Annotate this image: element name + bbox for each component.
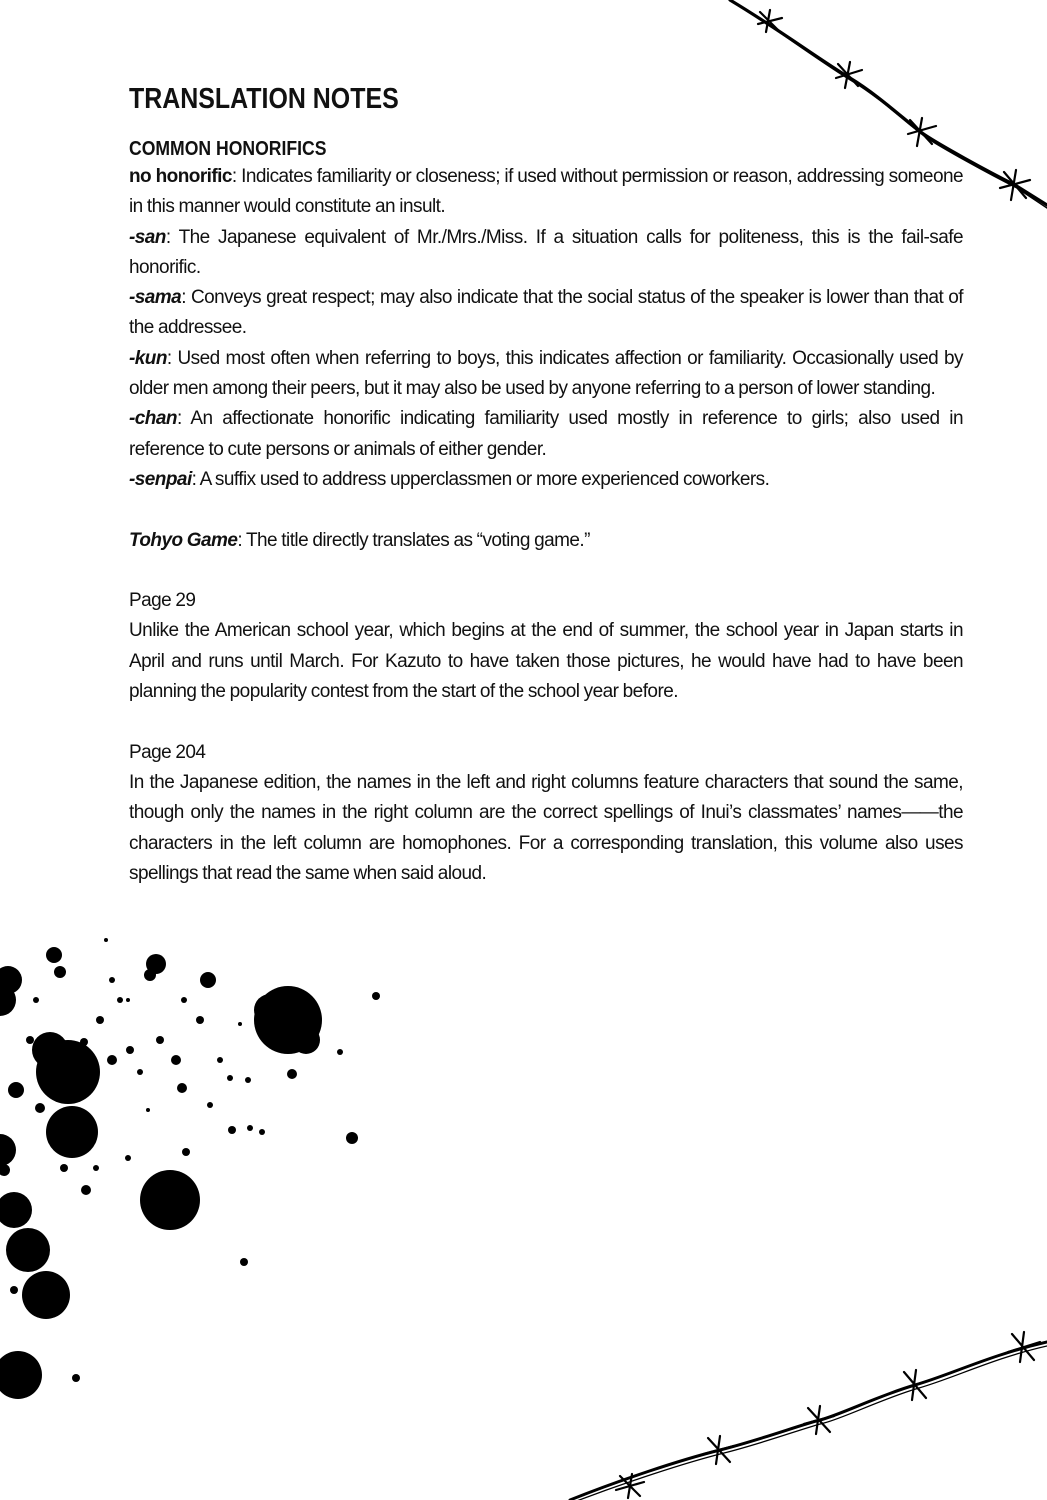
ink-splatter-icon (0, 938, 380, 1399)
honorific-entry (129, 404, 963, 465)
page-note-text: Unlike the American school year, which begins at the end of summer, the school year in Japan starts in April and runs until March. For Kazuto to have taken those pictures, he would have had to have been planning the popularity contest from the start of the school year before. (129, 620, 963, 703)
title-note (129, 526, 963, 556)
title-note-term: Tohyo Game (129, 529, 238, 551)
honorific-term: -chan (129, 408, 177, 430)
page-note-text: In the Japanese edition, the names in the left and right columns feature characters that sound the same, though only the names in the right column are the correct spellings of Inui’s classmates’ names——the characters in the left column are homophones. For a corresponding translation, this volume also uses spellings that read the same when said aloud. (129, 771, 963, 884)
honorifics-list (129, 162, 963, 889)
honorific-entry (129, 283, 963, 344)
honorific-desc: : Indicates familiarity or closeness; if used without permission or reason, addressing someone in this manner would constitute an insult. (129, 166, 963, 218)
honorific-desc: : Conveys great respect; may also indicate that the social status of the speaker is lower than that of the addressee. (129, 287, 963, 339)
honorific-desc: : The Japanese equivalent of Mr./Mrs./Miss. If a situation calls for politeness, this is the fail-safe honorific. (129, 226, 963, 278)
honorific-desc: : Used most often when referring to boys, this indicates affection or familiarity. Occasionally used by older men among their peers, but it may also be used by anyone referring to a person of lower standing. (129, 347, 963, 400)
page-note-label: Page 204 (129, 741, 206, 763)
notes-content (129, 80, 963, 889)
honorific-entry (129, 223, 963, 284)
barbed-wire-bottom-right-icon (570, 1332, 1047, 1500)
page-title: TRANSLATION NOTES (129, 83, 399, 115)
honorifics-heading: COMMON HONORIFICS (129, 138, 327, 160)
honorific-entry (129, 344, 963, 405)
honorific-entry (129, 465, 963, 495)
spacer (129, 495, 963, 525)
spacer (129, 556, 963, 586)
honorific-desc: : A suffix used to address upperclassmen or more experienced coworkers. (191, 468, 770, 490)
title-note-desc: : The title directly translates as “voting game.” (237, 529, 590, 551)
honorific-term: -kun (129, 347, 167, 369)
page-note-label: Page 29 (129, 590, 196, 612)
honorific-term: no honorific (129, 166, 232, 187)
honorific-entry (129, 162, 963, 223)
honorific-term: -senpai (129, 468, 192, 490)
honorific-term: -sama (129, 287, 182, 309)
honorific-desc: : An affectionate honorific indicating familiarity used mostly in reference to girls; also used in reference to cute persons or animals of either gender. (129, 408, 963, 460)
spacer (129, 707, 963, 737)
honorific-term: -san (129, 226, 166, 248)
